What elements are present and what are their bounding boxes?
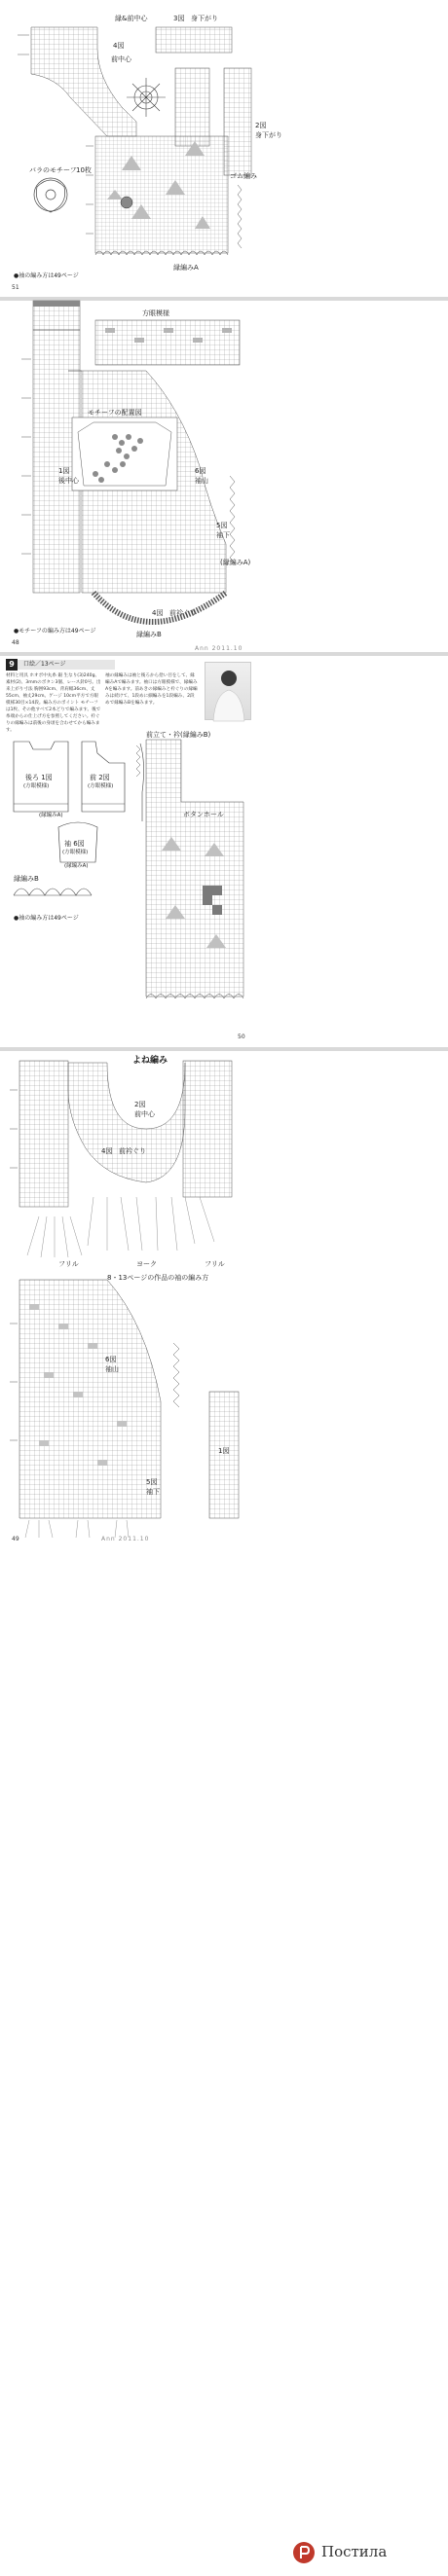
label-fig5-sub: 袖下: [216, 531, 230, 539]
site-footer: [0, 2527, 448, 2576]
label-edge: 縁編みA: [173, 264, 199, 272]
label-edge-a: (縁編みA): [220, 559, 251, 566]
label-fig5: 5図: [146, 1478, 158, 1486]
watermark-2: Ann 2011.10: [195, 645, 243, 652]
logo-text[interactable]: Постила: [321, 2543, 388, 2560]
label-edge-b: 縁編みB: [14, 875, 39, 883]
page-1: [0, 0, 448, 297]
label-pattern-title: よね編み: [132, 1056, 168, 1066]
label-top: 縁&前中心: [115, 15, 148, 22]
page-number-4: 49: [12, 1536, 19, 1542]
watermark-4: Ann 2011.10: [101, 1536, 150, 1542]
label-edge-a2: (縁編みA): [64, 863, 89, 869]
label-edge-b: 縁編みB: [136, 631, 162, 638]
note-bottom-2: ●モチーフの編み方は49ページ: [14, 628, 96, 635]
label-back-sub: (方眼模様): [23, 783, 50, 789]
label-pattern-title: 方眼模様: [142, 309, 169, 317]
label-fig2: 2図: [255, 122, 267, 129]
label-fig3: 3図: [173, 15, 185, 22]
label-fig1: 1図: [58, 467, 70, 475]
label-sleeve-sub: (方眼模様): [62, 850, 89, 855]
label-front: 前中心: [111, 55, 131, 63]
materials-text: 材料と用具 ホオポ中丸糸 銀 生なり(3)240g、素材(2)、3mmのボタン3個、レース針0号。出来上がり寸法 胸囲93cm、背肩幅36cm、丈55cm、袖丈29cm。ゲージ 10cm平方で方眼模様30目×14段。編み方のポイント モチーフは1枚、その他すべて2本どりで編みます。後で糸端からの仕上げ方を参照してください。衿ぐりの縁編みは前後の身頃を合わせてから編みます。: [6, 673, 101, 733]
label-motif-layout: モチーフの配置図: [88, 409, 142, 417]
label-fig4-sub: 前衿ぐり: [119, 1147, 146, 1155]
label-fig6: 6図: [195, 467, 206, 475]
crochet-chart-1: [0, 0, 448, 297]
label-front-sub: (方眼模様): [88, 783, 114, 789]
label-fig3-sub: 身下がり: [191, 15, 218, 22]
label-front-collar: 前立て・衿(縁編みB): [146, 731, 211, 739]
pattern-number-badge: 9: [6, 659, 18, 671]
label-edge-a: (縁編みA): [39, 813, 63, 818]
logo-icon: [292, 2541, 316, 2564]
label-yoke: ヨーク: [136, 1260, 157, 1268]
label-front: 前 2図: [90, 774, 110, 781]
label-fig1: 1図: [218, 1447, 230, 1455]
label-motif: バラのモチーフ: [29, 166, 77, 174]
label-fig2-sub: 身下がり: [255, 131, 282, 139]
label-frill-left: フリル: [58, 1260, 79, 1268]
page-number-2: 48: [12, 639, 19, 646]
page-number-1: 51: [12, 284, 19, 291]
label-buttonhole: ボタンホール: [183, 811, 224, 818]
label-fig6: 6図: [105, 1356, 117, 1363]
label-fig4: 4図: [152, 609, 164, 617]
crochet-chart-4: [0, 1051, 448, 2527]
label-fig4: 4図: [113, 42, 125, 50]
label-fig5: 5図: [216, 522, 228, 529]
page-4: [0, 1051, 448, 2527]
pattern-header-text: 口絵／13ページ: [23, 661, 66, 668]
note-bottom-1: ●袖の編み方は49ページ: [14, 272, 79, 279]
label-fig6-sub: 袖山: [195, 477, 208, 485]
label-caption: 8・13ページの作品の袖の編み方: [107, 1274, 209, 1282]
page-3: [0, 656, 448, 1047]
label-fig6-sub: 袖山: [105, 1365, 119, 1373]
label-frill-right: フリル: [205, 1260, 225, 1268]
page-number-3: 50: [238, 1034, 245, 1040]
label-fig4: 4図: [101, 1147, 113, 1155]
label-fig2: 2図: [134, 1101, 146, 1108]
label-back: 後ろ 1図: [25, 774, 53, 781]
label-fig4-sub: 前衿ぐり: [169, 609, 197, 617]
label-fig1-sub: 後中心: [58, 477, 79, 485]
label-sleeve: 袖 6図: [64, 840, 85, 848]
label-fig5-sub: 袖下: [146, 1488, 160, 1496]
label-fig2-sub: 前中心: [134, 1110, 155, 1118]
note-bottom-3: ●袖の編み方は49ページ: [14, 915, 79, 922]
instructions-text: 袖の縁編みは袖と後ろから拾い目をして、縁編みAで編みます。袖口は方眼模様で、縁編みAを編みます。前あきの縁編みと衿ぐりの縁編みは続けて、1段めに細編みを1段編み、2段めで縁編みBを編みます。: [105, 673, 198, 706]
page-2: [0, 301, 448, 652]
label-right: ゴム編み: [230, 172, 257, 180]
label-motif-count: 10枚: [76, 166, 92, 174]
